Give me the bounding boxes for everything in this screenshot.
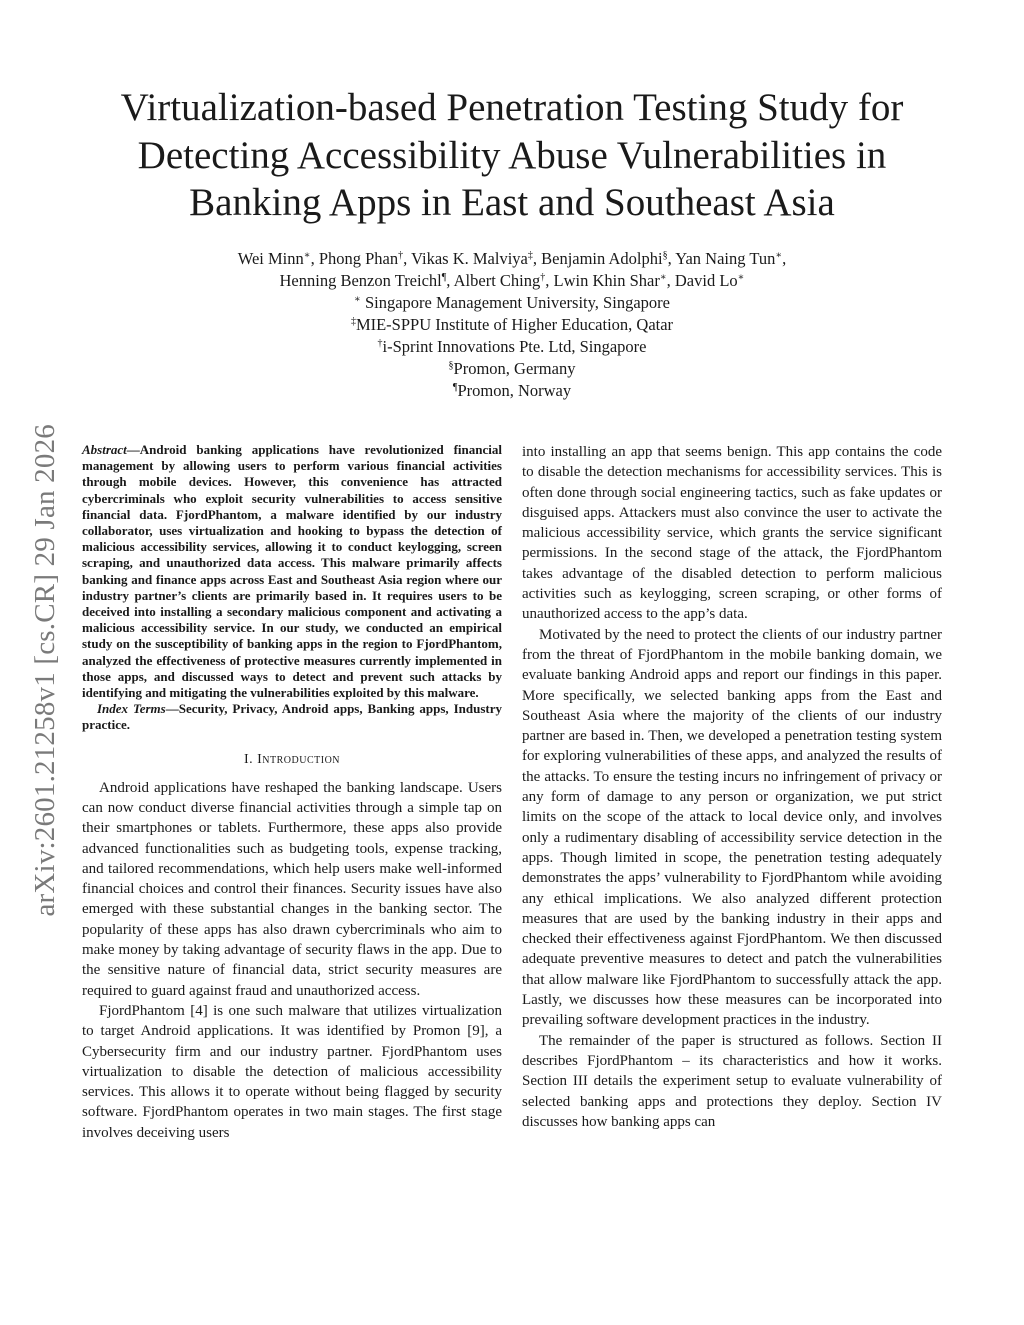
author-mark: ∗ — [659, 272, 667, 283]
affiliation-mark: † — [377, 338, 383, 349]
section-number: I. — [243, 751, 258, 767]
affiliation-2 — [90, 314, 934, 336]
author-mark: ∗ — [737, 272, 745, 283]
author-name: Albert Ching — [453, 271, 541, 290]
author-name: Henning Benzon Treichl — [279, 271, 442, 290]
affiliation-mark: § — [448, 360, 454, 371]
affiliation-4 — [90, 358, 934, 380]
index-terms-text: —Security, Privacy, Android apps, Banking apps, Industry practice. — [82, 701, 503, 733]
affiliation-text: i-Sprint Innovations Pte. Ltd, Singapore — [382, 337, 647, 356]
author-mark: ‡ — [527, 250, 533, 261]
author-mark: ∗ — [775, 250, 783, 261]
affiliation-text: Promon, Norway — [457, 381, 572, 400]
arxiv-stamp — [20, 378, 70, 962]
author-mark: § — [662, 250, 668, 261]
index-terms — [82, 701, 502, 733]
affiliation-3 — [90, 336, 934, 358]
author-mark: † — [398, 250, 404, 261]
paragraph: The remainder of the paper is structured as follows. Section II describes FjordPhantom – its characteristics and how it works. Section III details the experiment setup to evaluate vulnerability of selected banking apps and protections they deploy. Section IV discusses how banking apps can — [522, 1032, 942, 1130]
author-line-2: Henning Benzon Treichl¶, Albert Ching†, Lwin Khin Shar∗, David Lo∗ — [279, 271, 745, 290]
author-name: Vikas K. Malviya — [411, 249, 528, 268]
abstract — [82, 442, 502, 701]
author-name: Benjamin Adolphi — [541, 249, 663, 268]
abstract-label: Abstract — [82, 442, 127, 457]
author-name: Phong Phan — [318, 249, 399, 268]
paragraph: FjordPhantom [4] is one such malware that utilizes virtualization to target Android applications. It was identified by Promon [9], a Cybersecurity firm and our industry partner. FjordPhantom uses virtualization to disable the detection of malicious accessibility services. This allows it to operate without being flagged by security software. FjordPhantom operates in two main stages. The first stage involves deceiving users — [82, 1002, 502, 1141]
author-name: Lwin Khin Shar — [553, 271, 660, 290]
section-title: Introduction — [257, 751, 341, 767]
author-name: David Lo — [674, 271, 738, 290]
affiliation-5 — [90, 380, 934, 402]
author-line-1: Wei Minn∗, Phong Phan†, Vikas K. Malviya‡, Benjamin Adolphi§, Yan Naing Tun∗, — [237, 249, 787, 268]
author-name: Yan Naing Tun — [675, 249, 776, 268]
author-mark: ¶ — [441, 272, 447, 283]
affiliation-text: Promon, Germany — [453, 359, 576, 378]
affiliation-mark: ‡ — [350, 316, 356, 327]
paragraph: Motivated by the need to protect the clients of our industry partner from the threat of FjordPhantom in the mobile banking domain, we evaluate banking Android apps and report our findings in this paper. More specifically, we selected banking apps from the East and Southeast Asia where the majority of the clients of our industry partner are based in. Then, we developed a penetration testing system for exploring vulnerabilities of these apps, and analyzed the results of the attacks. To ensure the testing incurs no infringement of privacy or any form of damage to any person or organization, we put strict limits on the scope of the attack to local device only, and involves only a rudimentary disabling of accessibility service detection in the apps. Though limited in scope, the penetration testing adequately demonstrates the apps’ vulnerability to FjordPhantom while avoiding any ethical implications. We also analyzed different protection measures that are used by the banking industry in their apps and checked their effectiveness against FjordPhantom. We then discussed adequate preventive measures to detect and patch the vulnerabilities that allow malware like FjordPhantom to successfully attack the app. Lastly, we discusses how these measures can be incorporated into prevailing software development practices in the industry. — [522, 626, 942, 1029]
affiliation-text: MIE-SPPU Institute of Higher Education, Qatar — [355, 315, 674, 334]
arxiv-stamp-text: arXiv:2601.21258v1 [cs.CR] 29 Jan 2026 — [28, 423, 61, 917]
affiliation-mark: ¶ — [452, 382, 458, 393]
paper-title: Virtualization-based Penetration Testing Study for Detecting Accessibility Abuse Vulnerabilities in Banking Apps in East and Southeast Asia — [120, 86, 904, 224]
index-terms-label: Index Terms — [97, 701, 166, 717]
section-heading-introduction — [82, 752, 502, 768]
abstract-text: —Android banking applications have revolutionized financial management by allowing users to perform various financial activities through mobile devices. However, this convenience has attracted cybercriminals who exploit security vulnerabilities to access sensitive financial data. FjordPhantom, a malware identified by our industry collaborator, uses virtualization and hooking to bypass the detection of malicious accessibility services, allowing it to conduct keylogging, screen scraping, and unauthorized data access. This malware primarily affects banking and finance apps across East and Southeast Asia region where our industry partner’s clients are primarily based in. It requires users to be deceived into installing a secondary malicious component and activating a malicious accessibility service. In our study, we conducted an empirical study on the susceptibility of banking apps in the region to FjordPhantom, analyzed the effectiveness of protective measures currently implemented in those apps, and discussed ways to detect and prevent such attacks by identifying and mitigating the vulnerabilities exploited by this malware. — [82, 442, 502, 701]
author-name: Wei Minn — [237, 249, 304, 268]
author-mark: † — [540, 272, 546, 283]
right-column — [522, 442, 942, 1132]
affiliation-mark: ∗ — [354, 294, 361, 305]
paragraph: Android applications have reshaped the banking landscape. Users can now conduct diverse financial activities through a simple tap on their smartphones or tablets. Furthermore, these apps also provide advanced functionalities such as budgeting tools, expense tracking, and tailored recommendations, which help users make well-informed financial choices and control their finances. Security issues have also emerged with these substantial changes in the banking sector. The popularity of these apps has also drawn cybercriminals who aim to make money by taking advantage of security flaws in the app. Due to the sensitive nature of financial data, strict security measures are required to guard against fraud and unauthorized access. — [82, 779, 502, 999]
author-block — [90, 248, 934, 402]
affiliation-text: Singapore Management University, Singapore — [360, 293, 670, 312]
left-column — [82, 442, 502, 1143]
paragraph: into installing an app that seems benign. This app contains the code to disable the detection mechanisms for accessibility services. This is often done through social engineering tactics, such as fake updates or disguised apps. Attackers must also convince the user to activate the malicious accessibility service, which grants the service significant permissions. In the second stage of the attack, the FjordPhantom takes advantage of the disabled detection to perform malicious activities such as keylogging, screen scraping, or other forms of unauthorized access to the app’s data. — [522, 444, 942, 623]
author-mark: ∗ — [303, 250, 311, 261]
affiliation-1 — [90, 292, 934, 314]
